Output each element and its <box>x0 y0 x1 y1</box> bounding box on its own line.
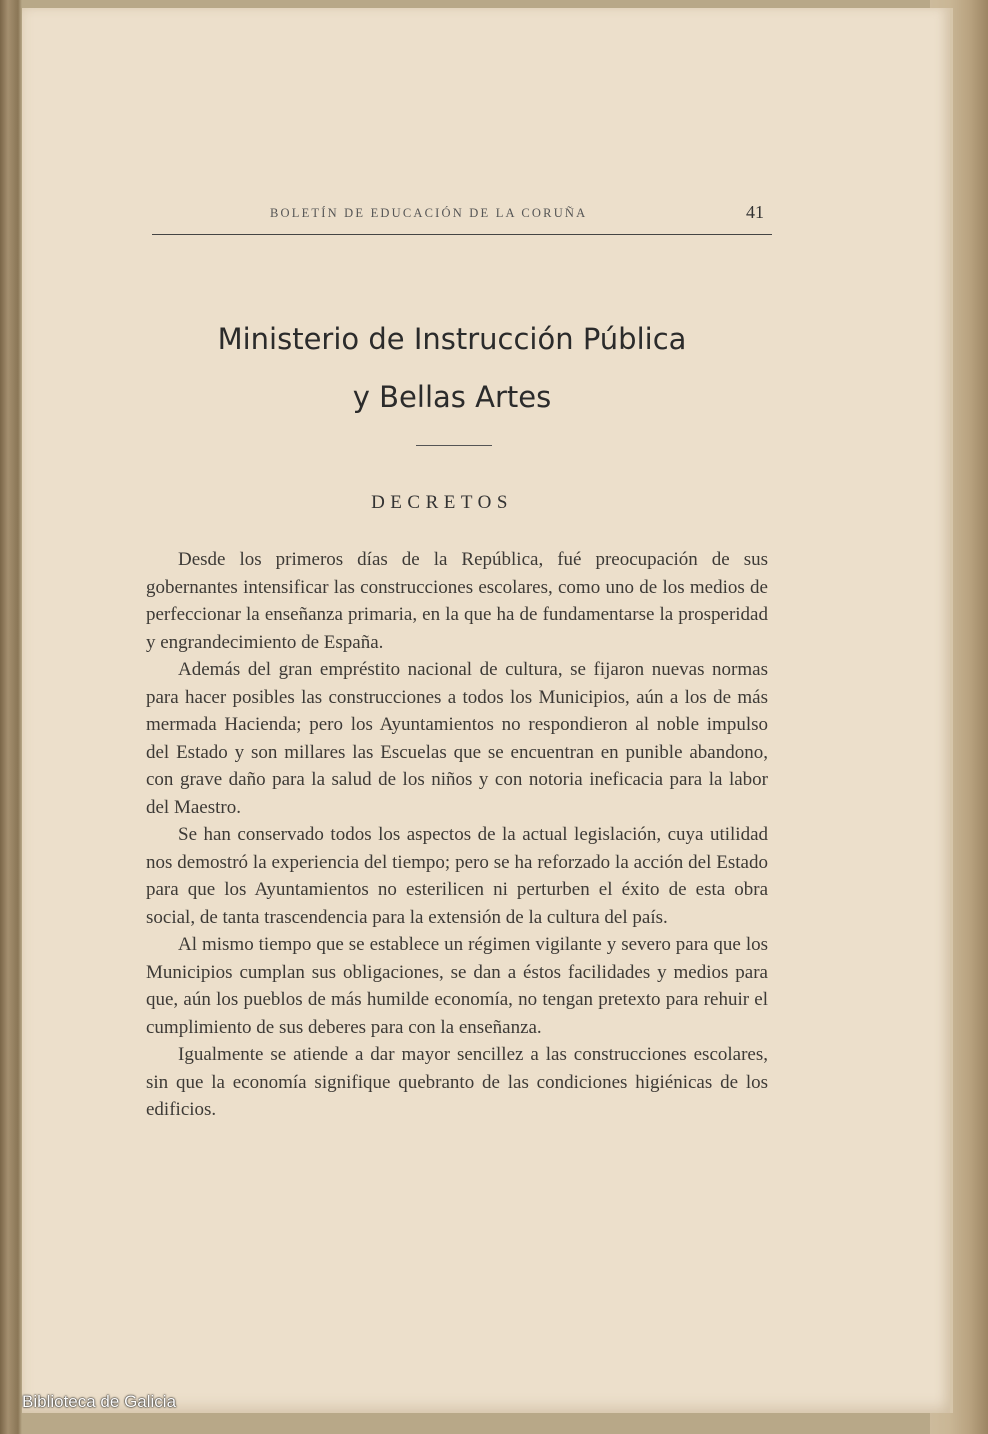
paragraph: Igualmente se atiende a dar mayor sencillez a las construcciones escolares, sin que la economía signifique quebranto de las condiciones higiénicas de los edificios. <box>146 1044 768 1120</box>
paragraph: Se han conservado todos los aspectos de la actual legislación, cuya utilidad nos demostró la experiencia del tiempo; pero se ha reforzado la acción del Estado para que los Ayuntamientos no esterilicen ni perturben el éxito de esta obra social, de tanta trascendencia para la extensión de la cultura del país. <box>146 824 768 928</box>
page-title-line-2: y Bellas Artes <box>352 380 552 414</box>
page-number: 41 <box>746 202 764 222</box>
paragraph: Además del gran empréstito nacional de cultura, se fijaron nuevas normas para hacer posibles las construcciones a todos los Municipios, aún a los de más mermada Hacienda; pero los Ayuntamientos no respondieron al noble impulso del Estado y son millares las Escuelas que se encuentran en punible abandono, con grave daño para la salud de los niños y con notoria ineficacia para la labor del Maestro. <box>146 659 768 818</box>
page-title-line-1: Ministerio de Instrucción Pública <box>217 322 687 356</box>
title-divider <box>416 445 492 446</box>
book-page <box>22 8 953 1413</box>
decree-body <box>146 546 768 1124</box>
paragraph: Desde los primeros días de la República, fué preocupación de sus gobernantes intensificar las construcciones escolares, como uno de los medios de perfeccionar la enseñanza primaria, en la que ha de fundamentarse la prosperidad y engrandecimiento de España. <box>146 549 768 653</box>
page-title <box>142 310 762 426</box>
running-head <box>152 204 772 235</box>
section-heading: DECRETOS <box>371 492 513 513</box>
running-head-title: BOLETÍN DE EDUCACIÓN DE LA CORUÑA <box>270 206 588 220</box>
paragraph: Al mismo tiempo que se establece un régimen vigilante y severo para que los Municipios cumplan sus obligaciones, se dan a éstos facilidades y medios para que, aún los pueblos de más humilde economía, no tengan pretexto para rehuir el cumplimiento de sus deberes para con la enseñanza. <box>146 934 768 1038</box>
library-watermark: Biblioteca de Galicia <box>22 1392 177 1411</box>
